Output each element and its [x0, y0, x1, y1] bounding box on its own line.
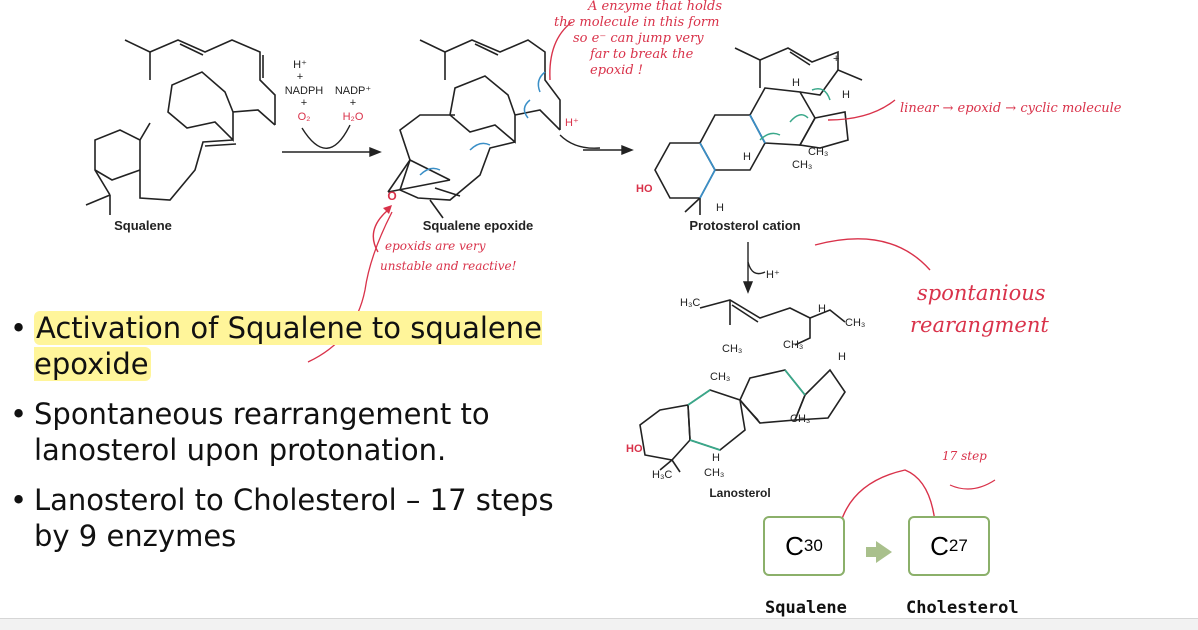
h3c-group: H₃C — [652, 469, 673, 481]
carbon-count: 30 — [803, 536, 823, 555]
h-atom: H — [792, 77, 800, 89]
squalene-epoxide-structure — [388, 40, 560, 218]
step-note: 17 step — [942, 449, 987, 463]
ch3-group: CH₃ — [845, 317, 866, 329]
note-line: epoxids are very — [385, 239, 486, 253]
bullet-dot: • — [10, 311, 28, 345]
ch3-group: CH₃ — [704, 467, 725, 479]
h-atom: H — [818, 303, 826, 315]
h-atom: H — [838, 351, 846, 363]
carbon-symbol: C — [785, 530, 804, 561]
bullet-item — [10, 482, 570, 554]
conversion-arrow-icon — [876, 541, 892, 563]
nadp-label: NADP⁺ — [334, 85, 372, 97]
note-line: unstable and reactive! — [380, 259, 517, 273]
cholesterol-carbon-box — [908, 516, 990, 576]
electron-arrows — [420, 72, 545, 175]
h-atom: H — [842, 89, 850, 101]
cyclic-note: linear → epoxid → cyclic molecule — [900, 101, 1122, 116]
lanosterol-blue-bonds — [688, 370, 805, 450]
protosterol-label: Protosterol cation — [689, 218, 801, 233]
bullet-dot: • — [10, 483, 28, 517]
bullet-text: Spontaneous rearrangement to lanosterol upon protonation. — [34, 397, 490, 467]
bullet-dot: • — [10, 397, 28, 431]
bullet-text: Lanosterol to Cholesterol – 17 steps by 9 enzymes — [34, 483, 554, 553]
step2-h-plus: H⁺ — [565, 117, 579, 129]
squalene-epoxide-label: Squalene epoxide — [422, 218, 534, 233]
ho-group: HO — [636, 183, 653, 195]
note-line: so e⁻ can jump very — [573, 31, 704, 46]
note-line: rearangment — [910, 313, 1049, 337]
step3-h-plus: H⁺ — [766, 269, 780, 281]
bottom-strip — [0, 618, 1198, 630]
step1-arrow — [282, 125, 380, 156]
cation-plus: + — [833, 53, 840, 65]
protosterol-green-arrows — [760, 89, 830, 140]
ho-group: HO — [626, 443, 643, 455]
step2-arrow — [560, 135, 632, 154]
h3c-group: H₃C — [680, 297, 701, 309]
note-line: A enzyme that holds — [588, 0, 722, 14]
h-atom: H — [712, 452, 720, 464]
cholesterol-caption: Cholesterol — [906, 598, 1019, 618]
h-atom: H — [716, 202, 724, 214]
note-line: spontanious — [917, 281, 1046, 305]
carbon-count: 27 — [948, 536, 968, 555]
ch3-group: CH₃ — [710, 371, 731, 383]
epoxide-oxygen: O — [387, 189, 397, 203]
note-line: the molecule in this form — [554, 15, 720, 30]
plus-sign: + — [296, 71, 304, 83]
enzyme-note-pointer — [550, 22, 572, 80]
plus-sign: + — [300, 97, 308, 109]
squalene-structure — [86, 40, 275, 215]
bullet-list — [10, 310, 570, 568]
ch3-group: CH₃ — [790, 413, 811, 425]
plus-sign: + — [349, 97, 357, 109]
h-plus-label: H⁺ — [293, 59, 307, 71]
o2-label: O₂ — [297, 111, 311, 123]
bullet-item — [10, 396, 570, 468]
h2o-label: H₂O — [342, 111, 364, 123]
step1-reagents — [285, 59, 372, 123]
lanosterol-label: Lanosterol — [709, 486, 771, 500]
spontaneous-note — [910, 281, 1049, 337]
squalene-label: Squalene — [114, 218, 172, 233]
carbon-symbol: C — [930, 530, 949, 561]
note-line: epoxid ! — [590, 63, 644, 78]
bullet-text-highlighted: Activation of Squalene to squalene epoxide — [34, 311, 542, 381]
ch3-group: CH₃ — [722, 343, 743, 355]
spontaneous-note-pointer — [815, 239, 930, 270]
lanosterol-structure — [640, 300, 845, 472]
epoxide-note — [380, 239, 517, 273]
squalene-caption: Squalene — [765, 598, 847, 618]
h-atom: H — [743, 151, 751, 163]
nadph-label: NADPH — [284, 85, 324, 97]
ch3-group: CH₃ — [792, 159, 813, 171]
note-line: far to break the — [590, 47, 694, 62]
protosterol-blue-bonds — [700, 115, 765, 198]
step3-arrow — [744, 242, 765, 292]
protosterol-atoms — [636, 53, 850, 214]
step-note-dots — [950, 480, 995, 489]
bullet-item — [10, 310, 570, 382]
ch3-group: CH₃ — [808, 146, 829, 158]
ch3-group: CH₃ — [783, 339, 804, 351]
squalene-carbon-box — [763, 516, 845, 576]
cyclic-note-pointer — [828, 100, 895, 120]
enzyme-note — [554, 0, 722, 78]
